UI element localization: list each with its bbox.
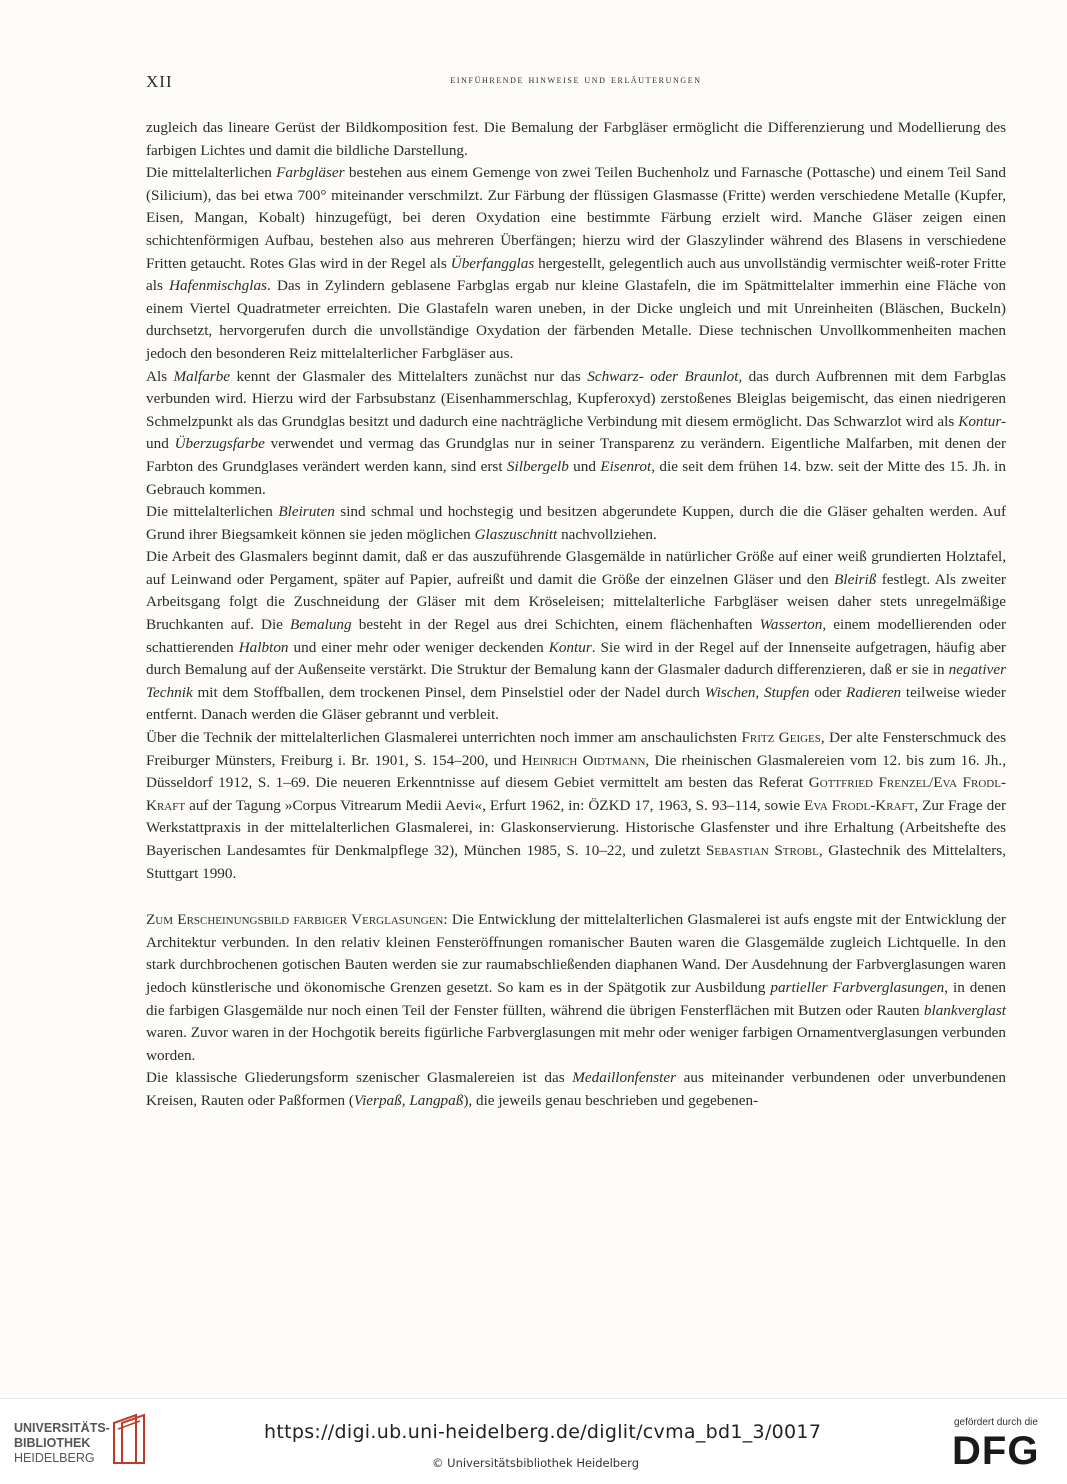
author-name: Gottfried Frenzel/Eva Frodl-Kraft [146, 774, 1006, 814]
author-name: Sebastian Strobl [705, 842, 819, 859]
text-run: , Zur Frage der Werkstattpraxis in der mittelalterlichen Glasmalerei, in: Glaskonservierung. Historische Glasfenster und ihre Erhaltung (Arbeitshefte des Bayerischen Landesamtes für Denkmalpflege 32), München 1985, S. 10–22, und zuletzt [146, 796, 1007, 859]
text-run: und [568, 457, 601, 475]
library-logo-text [14, 1421, 110, 1466]
page-number: XII [146, 72, 173, 91]
text-run: oder [809, 683, 847, 701]
italic-term: Glaszuschnitt [474, 525, 558, 543]
text-run: besteht in der Regel aus drei Schichten, einem flächenhaften [351, 616, 760, 634]
text-run: , einem modellierenden oder schattierenden [146, 616, 1007, 656]
author-name: Eva Frodl-Kraft [804, 796, 915, 814]
italic-term: Kontur [548, 638, 592, 656]
library-name-line2: BIBLIOTHEK [14, 1436, 91, 1450]
text-run: , Glastechnik des Mittelalters, Stuttgart 1990. [146, 842, 1006, 882]
italic-term: Hafenmischglas [169, 277, 267, 295]
text-run: , in denen die farbigen Glasgemälde nur noch einen Teil der Fenster füllten, während die übrigen Fensterflächen mit Butzen oder Rauten [146, 978, 1006, 1019]
italic-term: Wischen, Stupfen [704, 683, 810, 701]
text-run: : Die Entwicklung der mittelalterlichen Glasmalerei ist aufs engste mit der Entwicklung der Architektur verbunden. In den relativ kleinen Fensteröffnungen romanischer Bauten waren die Glasgemälde zugleich Lichtquelle. In den stark durchbrochenen gotischen Bauten werden sie zur raumabschließenden diaphanen Wand. Der Ausdehnung der Farbverglasungen waren jedoch künstlerische und ökonomische Grenzen gesetzt. So kam es in der Spätgotik zur Ausbildung [146, 911, 1006, 996]
library-logo-icon [108, 1413, 150, 1467]
text-run: , Der alte Fensterschmuck des Freiburger Münsters, Freiburg i. Br. 1901, S. 154–200, und [146, 729, 1006, 769]
italic-term: Überfangglas [450, 254, 535, 272]
italic-term: Malfarbe [173, 367, 231, 385]
paragraph [146, 546, 1006, 727]
text-run: teilweise wieder entfernt. Danach werden die Gläser gebrannt und verbleit. [146, 683, 1006, 724]
permalink-url[interactable]: https://digi.ub.uni-heidelberg.de/diglit/cvma_bd1_3/0017 [264, 1421, 822, 1443]
text-run: kennt der Glasmaler des Mittelalters zunächst nur das [230, 367, 588, 385]
paragraph [146, 117, 1006, 162]
text-run: Als [146, 367, 174, 385]
italic-term: Radieren [846, 683, 902, 701]
text-run: festlegt. Als zweiter Arbeitsgang folgt die Zuschneidung der Gläser mit dem Kröseleisen; mittelalterliche Farbgläser weisen daher stets unregelmäßige Bruchkanten auf. Die [146, 570, 1006, 634]
funding-caption: gefördert durch die [954, 1417, 1038, 1428]
author-name: Fritz Geiges [741, 729, 821, 747]
copyright-notice: © Universitätsbibliothek Heidelberg [432, 1456, 640, 1470]
text-run: sind schmal und hochstegig und besitzen abgerundete Kuppen, durch die die Gläser gehalten werden. Auf Grund ihrer Biegsamkeit können sie jeden möglichen [146, 503, 1006, 543]
italic-term: Überzugsfarbe [174, 435, 265, 453]
text-run: nachvollziehen. [557, 525, 657, 543]
text-run: , die seit dem frühen 14. bzw. seit der Mitte des 15. Jh. in Gebrauch kommen. [146, 457, 1006, 498]
italic-term: Bleiriß [834, 570, 877, 588]
section-paragraph [146, 909, 1006, 1067]
text-run: , Die rheinischen Glasmalereien vom 12. bis zum 16. Jh., Düsseldorf 1912, S. 1–69. Die neueren Erkenntnisse auf diesem Gebiet vermittelt am besten das Referat [146, 751, 1006, 792]
body-text [146, 117, 1006, 1113]
text-run: Die mittelalterlichen [146, 164, 277, 182]
italic-term: blankverglast [923, 1001, 1006, 1019]
text-run: verwendet und vermag das Grundglas nur in seiner Transparenz zu verändern. Eigentliche Malfarben, mit denen der Farbton des Grundglases verändert werden kann, sind erst [146, 435, 1007, 475]
italic-term: Wasserton [759, 616, 823, 634]
viewer-footer [0, 1398, 1067, 1484]
author-name: Heinrich Oidtmann [521, 751, 646, 769]
italic-term: Bemalung [290, 616, 352, 634]
italic-term: negativer Technik [146, 661, 1006, 701]
text-run: zugleich das lineare Gerüst der Bildkomposition fest. Die Bemalung der Farbgläser ermöglicht die Differenzierung und Modellierung des farbigen Lichtes und damit die bildliche Darstellung. [146, 119, 1006, 159]
text-run: . Das in Zylindern geblasene Farbglas ergab nur kleine Glastafeln, die im Spätmittelalter immerhin eine Fläche von einem Viertel Quadratmeter erreichten. Die Glastafeln waren uneben, in der Dicke ungleich und mit Unreinheiten (Bläschen, Buckeln) durchsetzt, hervorgerufen durch die unvollständige Oxydation der färbenden Metalle. Diese technischen Unvollkommenheiten machen jedoch den besonderen Reiz mittelalterlicher Farbgläser aus. [146, 277, 1007, 362]
italic-term: Silbergelb [506, 457, 569, 475]
italic-term: Farbgläser [276, 164, 345, 182]
italic-term: Medaillonfenster [572, 1069, 676, 1087]
italic-term: Eisenrot [600, 457, 652, 475]
library-name-line1: UNIVERSITÄTS- [14, 1421, 110, 1435]
text-run: . Sie wird in der Regel auf der Innenseite aufgetragen, häufig aber durch Bemalung auf der Außenseite verstärkt. Die Struktur der Bemalung kann der Glasmaler dadurch differenzieren, daß er sie in [146, 638, 1006, 679]
text-run: bestehen aus einem Gemenge von zwei Teilen Buchenholz und Farnasche (Pottasche) und einem Teil Sand (Silicium), das bei etwa 700° miteinander verschmilzt. Zur Färbung der flüssigen Glasmasse (Fritte) werden verschiedene Metalle (Kupfer, Eisen, Mangan, Kobalt) hinzugefügt, bei deren Oxydation eine bestimmte Färbung erzielt wird. Manche Gläser zeigen einen schichtenförmigen Aufbau, bestehen also aus mehreren Überfängen; hierzu wird der Glaszylinder während des Blasens in verschiedene Fritten getaucht. Rotes Glas wird in der Regel als [146, 164, 1006, 272]
paragraph [146, 162, 1006, 365]
text-run: Die Arbeit des Glasmalers beginnt damit, daß er das auszuführende Glasgemälde in natürlicher Größe auf einer weiß grundierten Holztafel, auf Leinwand oder Pergament, später auf Papier, aufreißt und damit die Größe der einzelnen Gläser und den [146, 548, 1006, 588]
italic-term: partieller Farbverglasungen [770, 978, 945, 996]
text-run: aus miteinander verbundenen oder unverbundenen Kreisen, Rauten oder Paßformen ( [146, 1069, 1006, 1109]
text-run: Die mittelalterlichen [146, 503, 279, 521]
text-run: auf der Tagung »Corpus Vitrearum Medii Aevi«, Erfurt 1962, in: ÖZKD 17, 1963, S. 93–114, sowie [185, 796, 805, 814]
text-run: , das durch Aufbrennen mit dem Farbglas verbunden wird. Hierzu wird der Farbsubstanz (Eisenhammerschlag, Kupferoxyd) zerstoßenes Bleiglas beigemischt, das einen niedrigeren Schmelzpunkt als das Grundglas besitzt und dadurch eine nachträgliche Verbindung mit diesem ermöglicht. Das Schwarzlot wird als [146, 367, 1006, 430]
running-title: einführende hinweise und erläuterungen [450, 74, 702, 86]
text-run: Die klassische Gliederungsform szenischer Glasmalereien ist das [146, 1069, 573, 1087]
library-name-line3: HEIDELBERG [14, 1451, 95, 1465]
text-run: und [146, 435, 175, 453]
paragraph [146, 727, 1006, 885]
italic-term: Bleiruten [278, 503, 335, 521]
dfg-logo: DFG [952, 1429, 1040, 1473]
text-run: Über die Technik der mittelalterlichen Glasmalerei unterrichten noch immer am anschaulichsten [146, 729, 742, 747]
author-name: Zum Erscheinungsbild farbiger Verglasungen [146, 911, 444, 929]
paragraph [146, 501, 1006, 546]
text-run: ), die jeweils genau beschrieben und gegebenen- [463, 1091, 759, 1109]
italic-term: Halbton [238, 638, 289, 656]
text-run: und einer mehr oder weniger deckenden [288, 638, 549, 656]
italic-term: Kontur- [958, 412, 1006, 430]
page-header [146, 72, 1006, 96]
italic-term: Vierpaß, Langpaß [353, 1091, 464, 1109]
italic-term: Schwarz- oder Braunlot [587, 367, 739, 385]
text-run: waren. Zuvor waren in der Hochgotik bereits figürliche Farbverglasungen mit mehr oder weniger farbigen Ornamentverglasungen verbunden worden. [146, 1024, 1006, 1064]
paragraph [146, 366, 1006, 502]
text-run: hergestellt, gelegentlich auch aus unvollständig vermischter weiß-roter Fritte als [146, 254, 1007, 295]
text-run: mit dem Stoffballen, dem trockenen Pinsel, dem Pinselstiel oder der Nadel durch [192, 683, 705, 701]
paragraph [146, 1067, 1006, 1112]
